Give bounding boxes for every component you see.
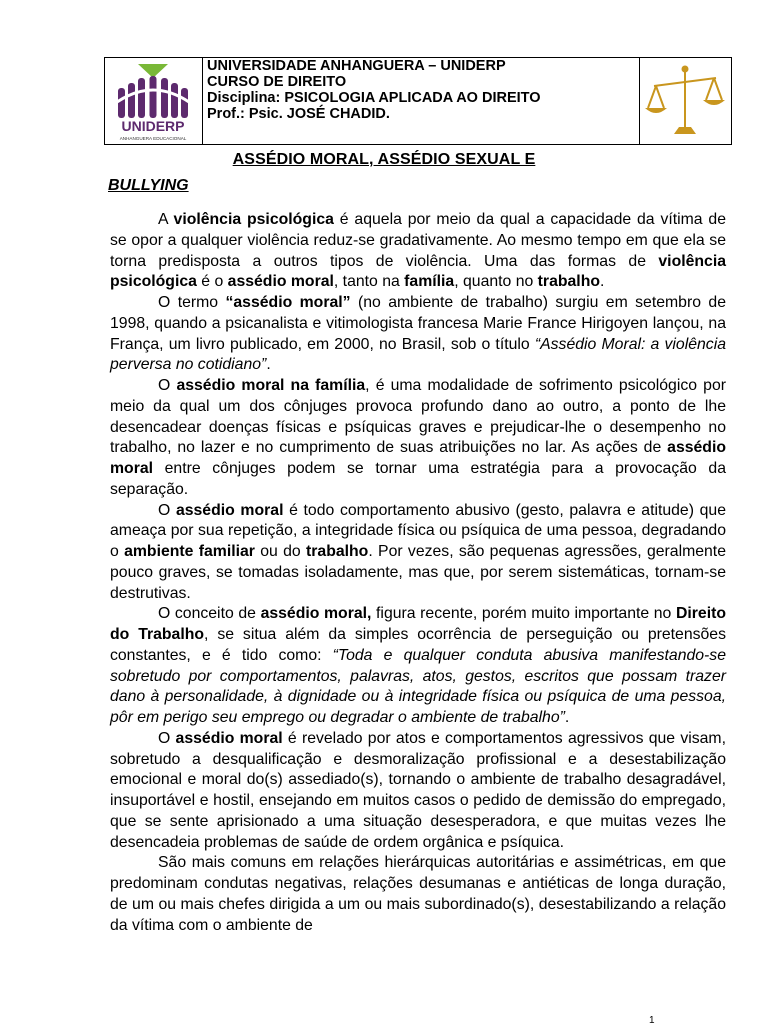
university-emblem-icon (105, 58, 201, 144)
scales-of-justice (639, 58, 731, 144)
text-run: , se situa além da simples ocorrência de perseguição ou pretensões constantes, e é tido como: (110, 626, 726, 664)
text-run: (no ambiente de trabalho) surgiu em setembro de 1998, quando a psicanalista e vitimologista francesa Marie France Hirigoyen lançou, na França, um livro publicado, em 2000, no Brasil, sob o título (110, 294, 726, 353)
text-run: O (158, 501, 176, 519)
bold-text: assédio moral (227, 273, 334, 291)
text-run: é aquela por meio da qual a capacidade da vítima de se opor a qualquer violência reduz-se gradativamente. Ao mesmo tempo em que ela se torna predisposta a outros tipos de violência. Uma das formas de (110, 211, 727, 270)
text-run: O (158, 377, 177, 394)
university-name: UNIVERSIDADE ANHANGUERA – UNIDERP (207, 58, 506, 74)
document-title-continued: BULLYING (108, 177, 189, 194)
paragraph (110, 604, 726, 729)
logo-text: UNIDERP (121, 118, 185, 134)
bold-text: assédio moral (110, 439, 726, 477)
text-run: , tanto na (333, 273, 405, 291)
text-run: . Por vezes, são pequenas agressões, geralmente pouco graves, se tomadas isoladamente, mas que, por serem sistemáticas, tornam-se destrutivas. (110, 543, 726, 602)
paragraph (110, 729, 726, 854)
document-header (104, 57, 732, 145)
text-run: A (158, 211, 174, 228)
course-name: CURSO DE DIREITO (207, 74, 347, 90)
paragraph (110, 210, 726, 293)
bold-text: “assédio moral” (225, 294, 351, 311)
page-number: 1 (649, 1015, 655, 1026)
bold-text: assédio moral (175, 501, 284, 519)
discipline: Disciplina: PSICOLOGIA APLICADA AO DIREITO (207, 90, 541, 106)
text-run: é o (196, 273, 228, 291)
text-run: . (600, 273, 605, 291)
uniderp-logo (105, 58, 203, 144)
text-run: é revelado por atos e comportamentos agressivos que visam, sobretudo a desqualificação e desmoralização profissional e a desestabilização emocional e moral do(s) assediado(s), tornando o ambiente de trabalho desagradável, insuportável e hostil, ensejando em muitos casos o pedido de demissão do empregado, que se sente aprisionado a uma situação desesperadora, e que muitas vezes lhe desencadeia problemas de saúde de ordem orgânica e psíquica. (110, 729, 726, 851)
bold-text: trabalho (537, 273, 600, 291)
text-run: , quanto no (454, 273, 538, 291)
bold-text: violência psicológica (173, 211, 334, 228)
bold-text: ambiente familiar (124, 543, 255, 560)
header-text-block (203, 58, 639, 144)
document-body (110, 210, 726, 936)
text-run: , é uma modalidade de sofrimento psicológico por meio da qual um dos cônjuges provoca profundo dano ao outro, a ponto de lhe desencadear doenças físicas e psíquicas graves e prejudicar-lhe o desempenho no trabalho, no lazer e no cumprimento de suas atribuições no lar. As ações de (110, 377, 726, 457)
text-run: O conceito de (158, 605, 261, 623)
bold-text: assédio moral (175, 729, 283, 747)
bold-text: assédio moral, (260, 605, 372, 623)
paragraph (110, 376, 726, 501)
document-title: ASSÉDIO MORAL, ASSÉDIO SEXUAL E (232, 151, 536, 168)
text-run: São mais comuns em relações hierárquicas autoritárias e assimétricas, em que predominam condutas negativas, relações desumanas e antiéticas de longa duração, de um ou mais chefes dirigida a um ou mais subordinado(s), desestabilizando a relação da vítima com o ambiente de (110, 854, 726, 934)
paragraph (110, 501, 726, 605)
text-run: O (158, 729, 176, 747)
text-run: . (266, 356, 271, 374)
text-run: ou do (254, 543, 307, 560)
logo-subtitle: ANHANGUERA EDUCACIONAL (119, 136, 187, 141)
text-run: é todo comportamento abusivo (gesto, palavra e atitude) que ameaça por sua repetição, a integridade física ou psíquica de uma pessoa, degradando o (110, 501, 726, 560)
text-run: O termo (158, 294, 226, 311)
italic-text: “Toda e qualquer conduta abusiva manifestando-se sobretudo por comportamentos, palavras, atos, gestos, escritos que possam trazer dano à personalidade, à dignidade ou à integridade física ou psíquica de uma pessoa, pôr em perigo seu emprego ou degradar o ambiente de trabalho” (110, 646, 726, 726)
professor: Prof.: Psic. JOSÉ CHADID. (207, 106, 390, 122)
text-run: . (564, 709, 570, 726)
bold-text: assédio moral na família (176, 377, 366, 394)
text-run: figura recente, porém muito importante no (371, 605, 676, 623)
scales-of-justice-icon (640, 58, 730, 144)
bold-text: violência psicológica (110, 252, 726, 291)
paragraph (110, 293, 726, 376)
bold-text: trabalho (306, 543, 369, 560)
bold-text: Direito do Trabalho (110, 605, 726, 643)
text-run: entre cônjuges podem se tornar uma estratégia para a provocação da separação. (110, 460, 726, 498)
italic-text: “Assédio Moral: a violência perversa no cotidiano” (110, 335, 726, 374)
paragraph (110, 853, 726, 936)
bold-text: família (404, 273, 455, 291)
